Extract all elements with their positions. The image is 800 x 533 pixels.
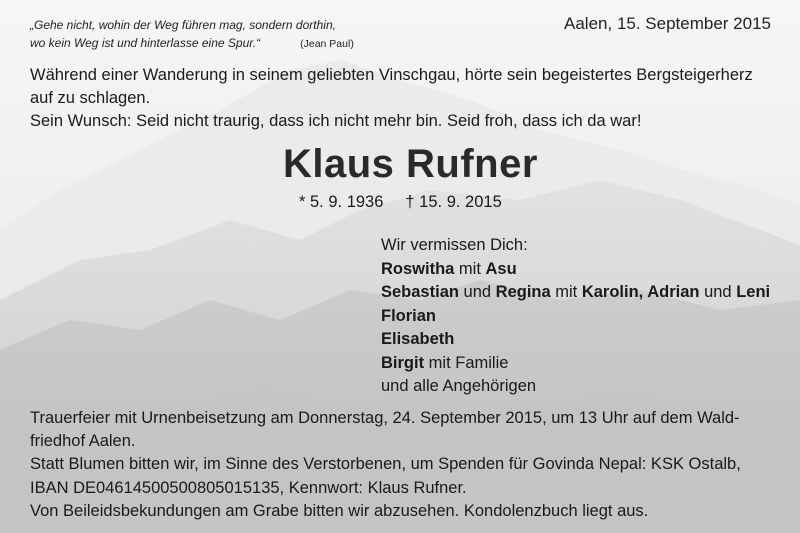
life-dates [299, 193, 502, 212]
funeral-line-3: Statt Blumen bitten wir, im Sinne des Verstorbenen, um Spenden für Govinda Nepal: KSK Ostalb, [30, 455, 741, 474]
quote-line-2: wo kein Weg ist und hinterlasse eine Spur.“ [30, 36, 261, 50]
funeral-line-2: friedhof Aalen. [30, 432, 136, 451]
motto-quote [30, 16, 354, 53]
quote-source: (Jean Paul) [300, 38, 354, 50]
funeral-line-4: IBAN DE04614500500805015135, Kennwort: Klaus Rufner. [30, 478, 467, 497]
mourner-line: Florian [381, 306, 437, 325]
mourner-line: Birgit mit Familie [381, 353, 509, 372]
funeral-line-5: Von Beileidsbekundungen am Grabe bitten wir abzusehen. Kondolenzbuch liegt aus. [30, 501, 649, 520]
mourner-line: Sebastian und Regina mit Karolin, Adrian und Leni [381, 283, 771, 301]
deceased-name: Klaus Rufner [283, 142, 538, 186]
mourners-list [381, 234, 770, 399]
intro-line-2: auf zu schlagen. [30, 89, 151, 107]
notice-date: Aalen, 15. September 2015 [564, 14, 771, 33]
mourner-line: Elisabeth [381, 330, 455, 348]
mourner-line: und alle Angehörigen [381, 377, 537, 395]
funeral-line-1: Trauerfeier mit Urnenbeisetzung am Donnerstag, 24. September 2015, um 13 Uhr auf dem Wald- [30, 409, 740, 427]
intro-text [30, 64, 753, 133]
death-date: † 15. 9. 2015 [405, 193, 502, 211]
mourners-heading: Wir vermissen Dich: [381, 236, 528, 254]
birth-date: * 5. 9. 1936 [299, 193, 384, 211]
funeral-details [30, 407, 741, 523]
intro-line-1: Während einer Wanderung in seinem geliebten Vinschgau, hörte sein begeistertes Bergsteigerherz [30, 66, 753, 84]
intro-line-3: Sein Wunsch: Seid nicht traurig, dass ich nicht mehr bin. Seid froh, dass ich da war! [30, 112, 642, 130]
mourner-line: Roswitha mit Asu [381, 259, 517, 278]
quote-line-1: „Gehe nicht, wohin der Weg führen mag, sondern dorthin, [30, 18, 336, 32]
